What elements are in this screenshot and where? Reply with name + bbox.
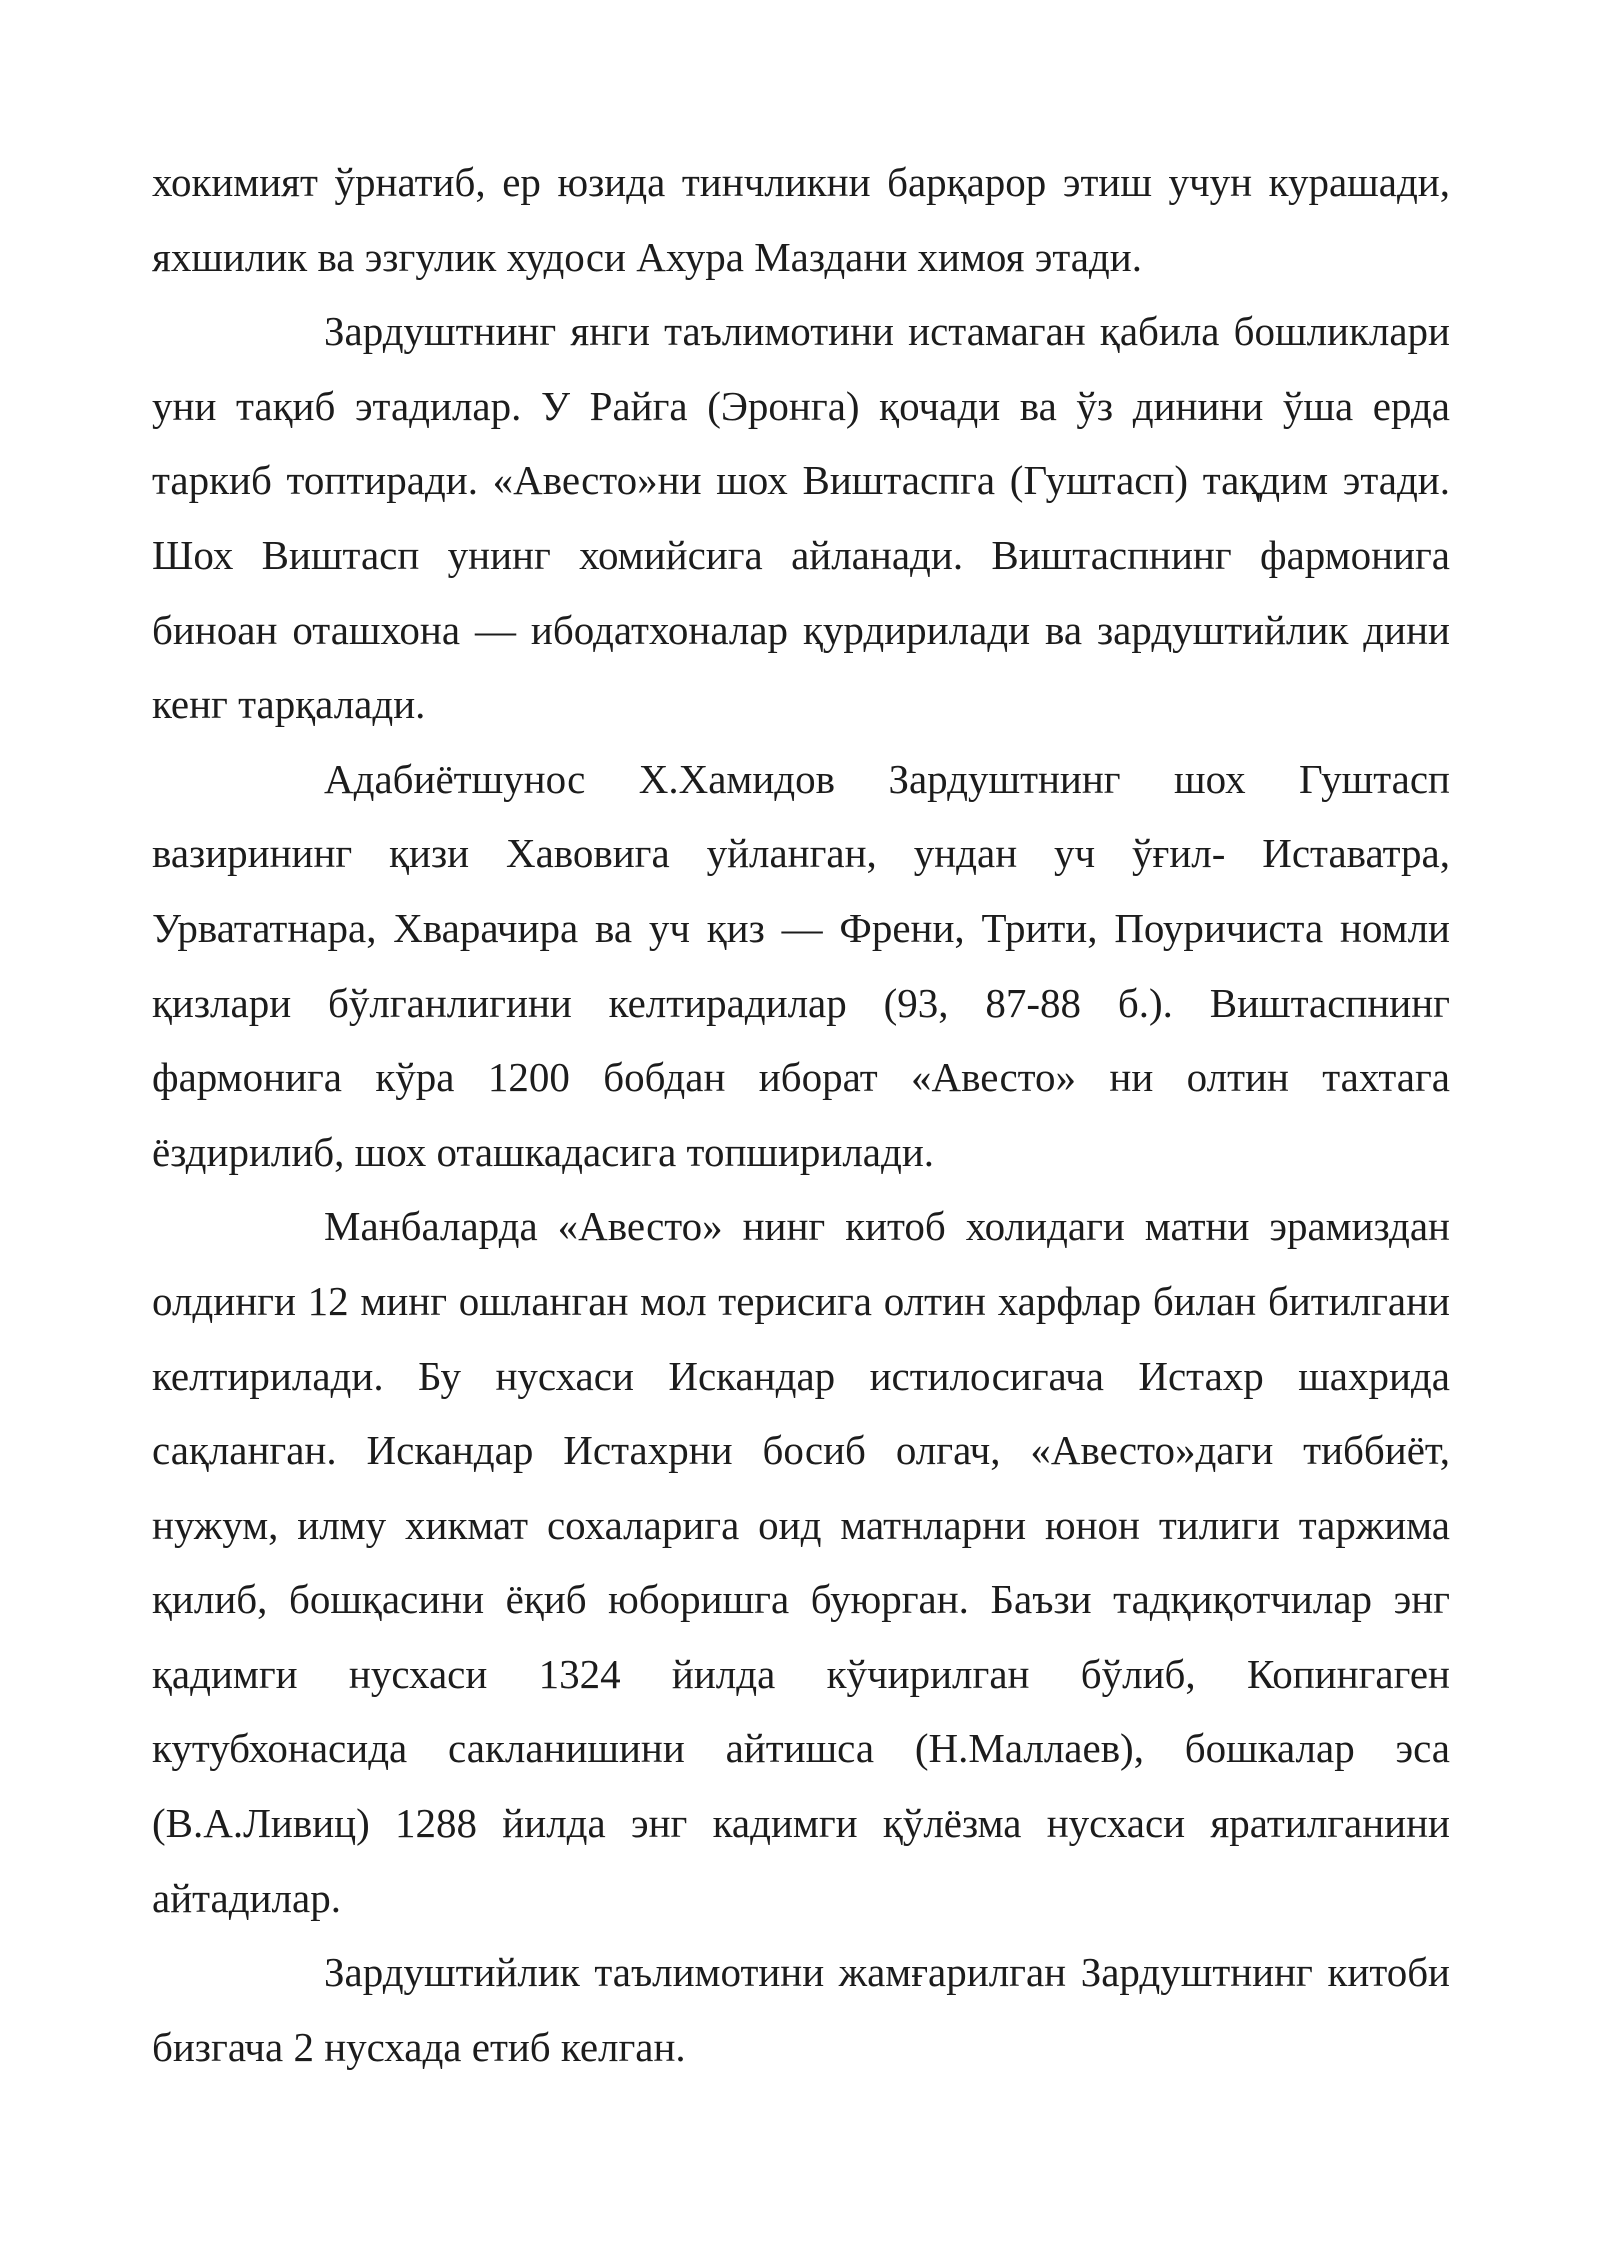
- paragraph-2: Зардуштнинг янги таълимотини истамаган қабила бошликлари уни тақиб этадилар. У Райга (Эронга) қочади ва ўз динини ўша ерда таркиб топтиради. «Авесто»ни шох Виштаспга (Гуштасп) тақдим этади. Шох Виштасп унинг хомийсига айланади. Виштаспнинг фармонига биноан оташхона — ибодатхоналар қурдирилади ва зардуштийлик дини кенг тарқалади.: [152, 308, 1450, 728]
- paragraph-4: Манбаларда «Авесто» нинг китоб холидаги матни эрамиздан олдинги 12 минг ошланган мол терисига олтин харфлар билан битилгани келтирилади. Бу нусхаси Искандар истилосигача Истахр шахрида сақланган. Искандар Истахрни босиб олгач, «Авесто»даги тиббиёт, нужум, илму хикмат сохаларига оид матнларни юнон тилиги таржима қилиб, бошқасини ёқиб юборишга буюрган. Баъзи тадқиқотчилар энг қадимги нусхаси 1324 йилда кўчирилган бўлиб, Копингаген кутубхонасида сакланишини айтишса (Н.Маллаев), бошкалар эса (В.А.Ливиц) 1288 йилда энг кадимги қўлёзма нусхаси яратилганини айтадилар.: [152, 1203, 1450, 1921]
- document-page: [152, 145, 1450, 2084]
- paragraph-1: хокимият ўрнатиб, ер юзида тинчликни барқарор этиш учун курашади, яхшилик ва эзгулик худоси Ахура Маздани химоя этади.: [152, 159, 1450, 280]
- paragraph-5: Зардуштийлик таълимотини жамғарилган Зардуштнинг китоби бизгача 2 нусхада етиб келган.: [152, 1949, 1450, 2070]
- paragraph-3: Адабиётшунос Х.Хамидов Зардуштнинг шох Гуштасп вазирининг қизи Хавовига уйланган, ундан уч ўғил- Иставатра, Урвататнара, Хварачира ва уч қиз — Френи, Трити, Поуричиста номли қизлари бўлганлигини келтирадилар (93, 87-88 б.). Виштаспнинг фармонига кўра 1200 бобдан иборат «Авесто» ни олтин тахтага ёздирилиб, шох оташкадасига топширилади.: [152, 755, 1450, 1175]
